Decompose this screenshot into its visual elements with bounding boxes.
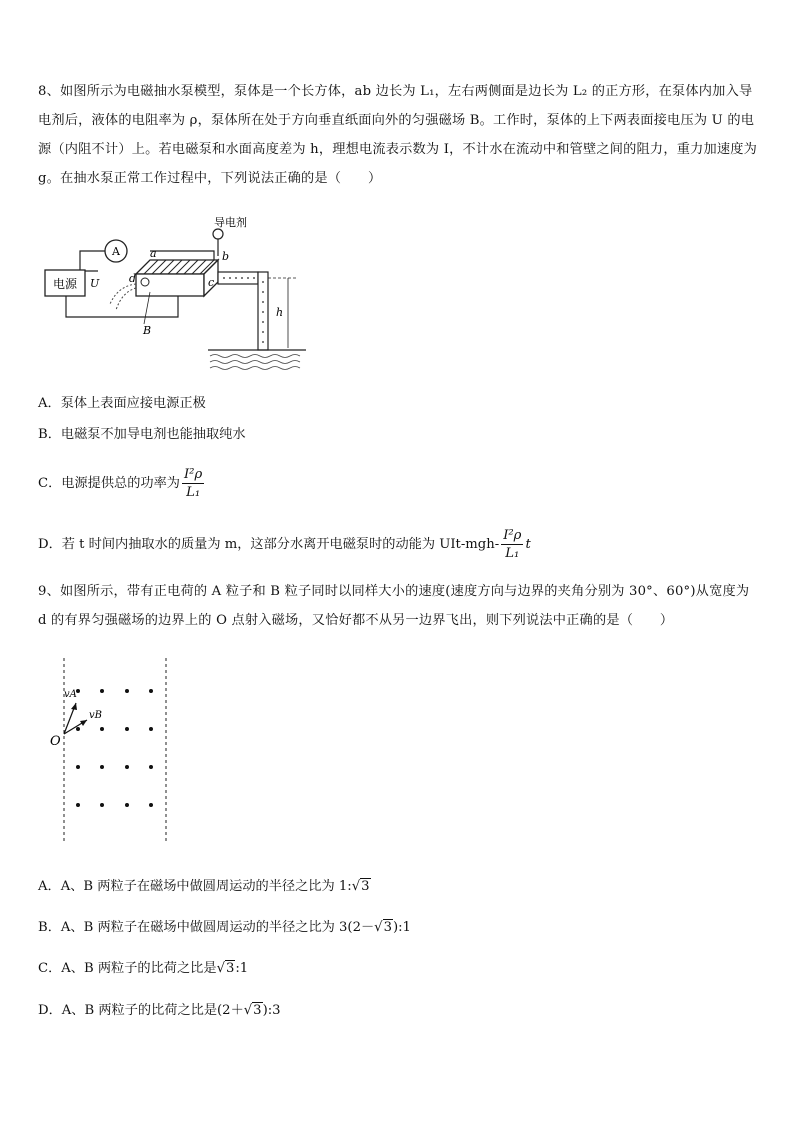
q8-option-b[interactable]: B．电磁泵不加导电剂也能抽取纯水	[38, 427, 246, 442]
q8-option-a[interactable]: A．泵体上表面应接电源正极	[38, 396, 206, 411]
sqrt: √3	[374, 920, 392, 935]
pump-diagram	[38, 212, 308, 377]
label-c: c	[208, 276, 215, 289]
label-d: d	[129, 272, 137, 285]
voltage-label: U	[90, 277, 100, 290]
q9-option-b[interactable]: B．A、B 两粒子在磁场中做圆周运动的半径之比为 3(2－√3):1	[38, 918, 411, 938]
sqrt: √3	[243, 1003, 262, 1018]
ammeter-label: A	[112, 245, 120, 258]
q9-option-b-text: B．A、B 两粒子在磁场中做圆周运动的半径之比为 3(2－	[38, 920, 375, 935]
q8-option-c-text: C．电源提供总的功率为	[38, 476, 180, 491]
q8-option-d-text: D．若 t 时间内抽取水的质量为 m，这部分水离开电磁泵时的动能为 UIt-mgh-	[38, 537, 500, 552]
q9-option-d-text: D．A、B 两粒子的比荷之比是(2＋	[38, 1003, 244, 1018]
label-O: O	[50, 734, 61, 749]
q9-option-a-text: A．A、B 两粒子在磁场中做圆周运动的半径之比为 1:	[38, 879, 352, 894]
q9-option-c[interactable]: C．A、B 两粒子的比荷之比是√3:1	[38, 959, 248, 979]
question-8-text: 8、如图所示为电磁抽水泵模型，泵体是一个长方体，ab 边长为 L₁，左右两侧面是边长为 L₂ 的正方形，在泵体内加入导电剂后，液体的电阻率为 ρ，泵体所在处于方向垂直纸面向外的匀强磁场 B。工作时，泵体的上下两表面接电压为 U 的电源（内阻不计）上。若电磁泵和水面高度差为 h，理想电流表示数为 I，不计水在流动中和管壁之间的阻力，重力加速度为 g。在抽水泵正常工作过程中，下列说法正确的是（ ）	[38, 84, 758, 186]
magnetic-field-diagram	[38, 656, 188, 846]
q9-option-d[interactable]: D．A、B 两粒子的比荷之比是(2＋√3):3	[38, 1001, 281, 1021]
agent-label: 导电剂	[214, 216, 247, 229]
q8-option-c[interactable]	[38, 466, 206, 501]
power-label: 电源	[52, 277, 78, 291]
label-vB: vB	[89, 710, 102, 721]
q8-option-d[interactable]: D．若 t 时间内抽取水的质量为 m，这部分水离开电磁泵时的动能为 UIt-mgh- $\frac{\text{I²ρ}}{\text{L₁}}$ t	[38, 528, 531, 561]
question-9-text: 9、如图所示，带有正电荷的 A 粒子和 B 粒子同时以同样大小的速度(速度方向与边界的夹角分别为 30°、60°)从宽度为 d 的有界匀强磁场的边界上的 O 点射入磁场，又恰好都不从另一边界飞出，则下列说法中正确的是（ ）	[38, 584, 750, 628]
label-vA: vA	[64, 689, 77, 700]
q9-option-a[interactable]	[38, 877, 371, 897]
sqrt: √3	[216, 961, 235, 976]
q9-option-c-text: C．A、B 两粒子的比荷之比是	[38, 961, 217, 976]
label-b: b	[222, 250, 230, 263]
label-a: a	[150, 247, 157, 260]
label-B: B	[143, 324, 152, 337]
fraction: $\frac{\text{I²ρ}}{\text{L₁}}$	[503, 528, 522, 561]
sqrt: √3	[351, 879, 370, 894]
height-label: h	[276, 306, 284, 319]
fraction: $\frac{\text{I²ρ}}{\text{L₁}}$	[183, 467, 203, 500]
